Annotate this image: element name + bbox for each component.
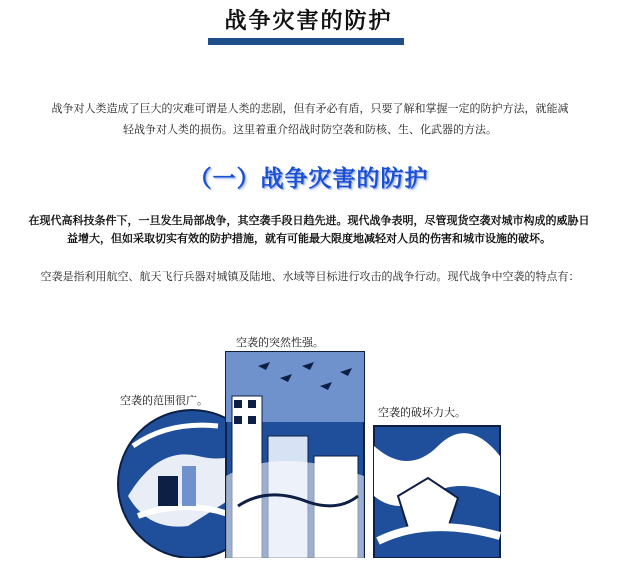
- caption-suddenness: 空袭的突然性强。: [236, 336, 324, 349]
- caption-range: 空袭的范围很广。: [120, 394, 208, 407]
- air-raid-illustration: [108, 326, 504, 558]
- bold-paragraph: 在现代高科技条件下，一旦发生局部战争，其空袭手段日趋先进。现代战争表明，尽管现货空袭对城市构成的威胁日益增大，但如采取切实有效的防护措施，就有可能最大限度地减轻对人员的伤害和城市设施的破坏。: [28, 214, 590, 245]
- normal-paragraph: 空袭是指利用航空、航天飞行兵器对城镇及陆地、水域等目标进行攻击的战争行动。现代战争中空袭的特点有：: [40, 270, 580, 283]
- suddenness-panel: [226, 352, 364, 558]
- page-title: 战争灾害的防护: [224, 8, 393, 34]
- caption-destruction: 空袭的破坏力大。: [378, 406, 466, 419]
- title-underline: [208, 38, 404, 45]
- intro-paragraph: 战争对人类造成了巨大的灾难可谓是人类的悲剧，但有矛必有盾，只要了解和掌握一定的防护方法，就能减轻战争对人类的损伤。这里着重介绍战时防空袭和防核、生、化武器的方法。: [51, 102, 569, 136]
- destruction-panel: [374, 426, 500, 558]
- air-raid-drawing: [108, 326, 504, 558]
- section-heading: （一）战争灾害的防护: [188, 166, 429, 192]
